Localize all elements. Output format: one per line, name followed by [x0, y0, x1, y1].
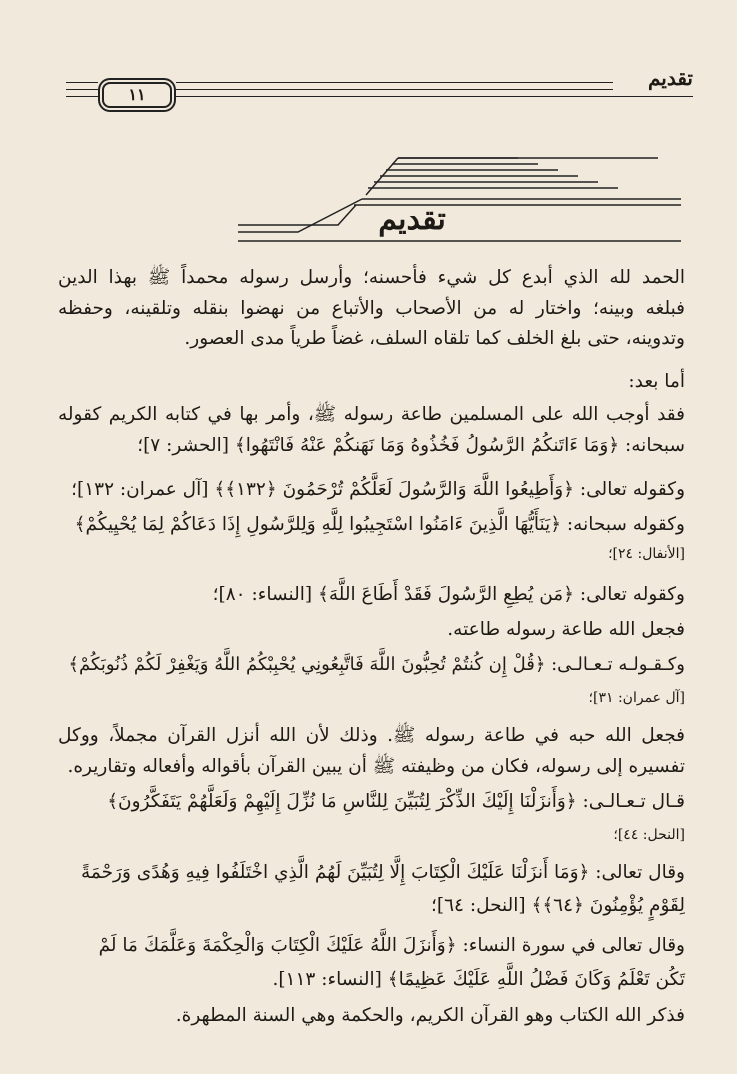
paragraph-line: فجعل الله طاعة رسوله طاعته.: [447, 619, 685, 640]
quote-line: وقال تعالى: ﴿وَمَا أَنزَلْنَا عَلَيْكَ الْكِتَابَ إِلَّا لِتُبَيِّنَ لَهُمُ الَّذِي اخْتَلَفُوا فِيهِ وَهُدًى وَرَحْمَةً: [80, 862, 685, 883]
header-rule-right-mid: [176, 89, 613, 90]
running-header-title: تقديم: [647, 66, 693, 90]
paragraph-line: فقد أوجب الله على المسلمين طاعة رسوله ﷺ، وأمر بها في كتابه الكريم كقوله: [58, 404, 685, 425]
quote-line: تَكُن تَعْلَمُ وَكَانَ فَضْلُ اللَّهِ عَلَيْكَ عَظِيمًا﴾ [النساء: ١١٣].: [272, 969, 685, 990]
quote-line: قـال تـعـالـى: ﴿وَأَنزَلْنَا إِلَيْكَ الذِّكْرَ لِتُبَيِّنَ لِلنَّاسِ مَا نُزِّلَ إِلَيْهِمْ وَلَعَلَّهُمْ يَتَفَكَّرُونَ﴾: [107, 791, 685, 812]
quote-line: وكقوله سبحانه: ﴿يَنَأَيُّهَا الَّذِينَ ءَامَنُوا اسْتَجِيبُوا لِلَّهِ وَلِلرَّسُولِ إِذَا دَعَاكُمْ لِمَا يُحْيِيكُمْ﴾: [74, 514, 685, 535]
quote-line: وقال تعالى في سورة النساء: ﴿وَأَنزَلَ اللَّهُ عَلَيْكَ الْكِتَابَ وَالْحِكْمَةَ وَعَلَّمَكَ مَا لَمْ: [98, 935, 685, 956]
paragraph-line: فبلغه وبينه؛ واختار له من الأصحاب والأتباع من نهضوا بنقله وتلقينه، وحفظه: [58, 298, 685, 319]
quote-line: سبحانه: ﴿وَمَا ءَاتَنكُمُ الرَّسُولُ فَخُذُوهُ وَمَا نَهَنكُمْ عَنْهُ فَانْتَهُوا﴾ [الحشر: ٧]؛: [137, 435, 685, 456]
paragraph-line: الحمد لله الذي أبدع كل شيء فأحسنه؛ وأرسل رسوله محمداً ﷺ بهذا الدين: [58, 267, 685, 288]
paragraph-line: تفسيره إلى رسوله، فكان من وظيفته ﷺ أن يبين القرآن بأقواله وأفعاله وتقاريره.: [67, 756, 685, 777]
reference-line: [الأنفال: ٢٤]؛: [608, 546, 685, 562]
chapter-title: تقديم: [378, 202, 446, 237]
header-rule-left-top: [66, 82, 98, 83]
quote-line: وكقوله تعالى: ﴿وَأَطِيعُوا اللَّهَ وَالرَّسُولَ لَعَلَّكُمْ تُرْحَمُونَ ﴿١٣٢﴾﴾ [آل عمران: ١٣٢]؛: [71, 479, 685, 500]
quote-line: وكقوله تعالى: ﴿مَن يُطِعِ الرَّسُولَ فَقَدْ أَطَاعَ اللَّهَ﴾ [النساء: ٨٠]؛: [212, 584, 685, 605]
paragraph-line: أما بعد:: [628, 371, 685, 392]
paragraph-line: فذكر الله الكتاب وهو القرآن الكريم، والحكمة وهي السنة المطهرة.: [175, 1005, 685, 1026]
paragraph-line: فجعل الله حبه في طاعة رسوله ﷺ. وذلك لأن الله أنزل القرآن مجملاً، ووكل: [58, 725, 685, 746]
reference-line: [آل عمران: ٣١]؛: [588, 690, 685, 706]
quote-line: لِقَوْمٍ يُؤْمِنُونَ ﴿٦٤﴾﴾ [النحل: ٦٤]؛: [430, 895, 685, 916]
header-rule-left-mid: [66, 89, 98, 90]
page-number: ١١: [102, 82, 172, 108]
header-rule-left-bottom: [66, 96, 98, 97]
header-rule-right-top: [176, 82, 613, 83]
header-rule-right-bottom: [176, 96, 693, 97]
quote-line: وكـقـولـه تـعـالـى: ﴿قُلْ إِن كُنتُمْ تُحِبُّونَ اللَّهَ فَاتَّبِعُونِي يُحْبِبْكُمُ اللَّهُ وَيَغْفِرْ لَكُمْ ذُنُوبَكُمْ﴾: [68, 654, 685, 675]
reference-line: [النحل: ٤٤]؛: [613, 827, 685, 843]
running-header: [66, 62, 693, 110]
paragraph-line: وتدوينه، حتى بلغ الخلف كما تلقاه السلف، غضاً طرياً مدى العصور.: [184, 328, 685, 349]
